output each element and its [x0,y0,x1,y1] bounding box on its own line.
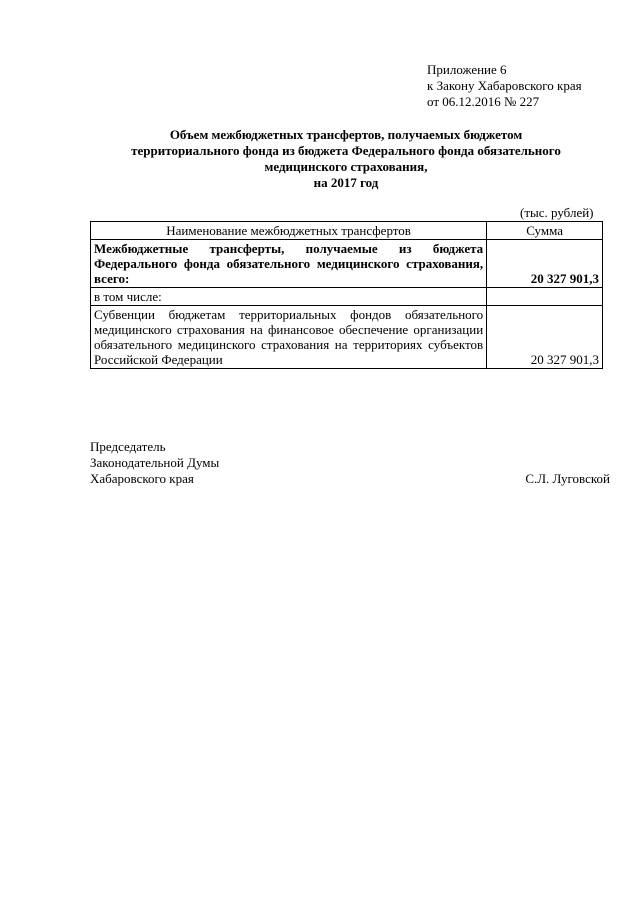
signatory-name: С.Л. Луговской [525,471,610,486]
table-row [91,240,603,288]
row-including-sum [487,288,603,306]
header-sum: Сумма [487,222,603,240]
row-total-sum: 20 327 901,3 [487,240,603,288]
units-label: (тыс. рублей) [520,205,594,220]
appendix-reference [427,62,582,110]
header-name: Наименование межбюджетных трансфертов [91,222,487,240]
table-row [91,288,603,306]
transfers-table [90,221,603,369]
title-line-1: Объем межбюджетных трансфертов, получаемых бюджетом [169,127,523,142]
document-title [90,127,602,191]
signatory-position-3: Хабаровского края [90,471,194,486]
signatory-position-1: Председатель [90,439,166,454]
table-row [91,306,603,369]
title-line-3: медицинского страхования, [264,159,428,174]
signature-block [90,439,219,487]
row-including-name: в том числе: [91,288,487,306]
appendix-number: Приложение 6 [427,62,507,77]
row-subvention-sum: 20 327 901,3 [487,306,603,369]
appendix-law: к Закону Хабаровского края [427,78,582,93]
signatory-position-2: Законодательной Думы [90,455,220,470]
table-header-row [91,222,603,240]
appendix-date: от 06.12.2016 № 227 [427,94,540,109]
title-line-2: территориального фонда из бюджета Федерального фонда обязательного [131,143,561,158]
row-total-name: Межбюджетные трансферты, получаемые из бюджета Федерального фонда обязательного медицинского страхования, всего: [91,240,487,288]
row-subvention-name: Субвенции бюджетам территориальных фондов обязательного медицинского страхования на финансовое обеспечение организации обязательного медицинского страхования на территориях субъектов Российской Федерации [91,306,487,369]
title-line-4: на 2017 год [313,175,379,190]
